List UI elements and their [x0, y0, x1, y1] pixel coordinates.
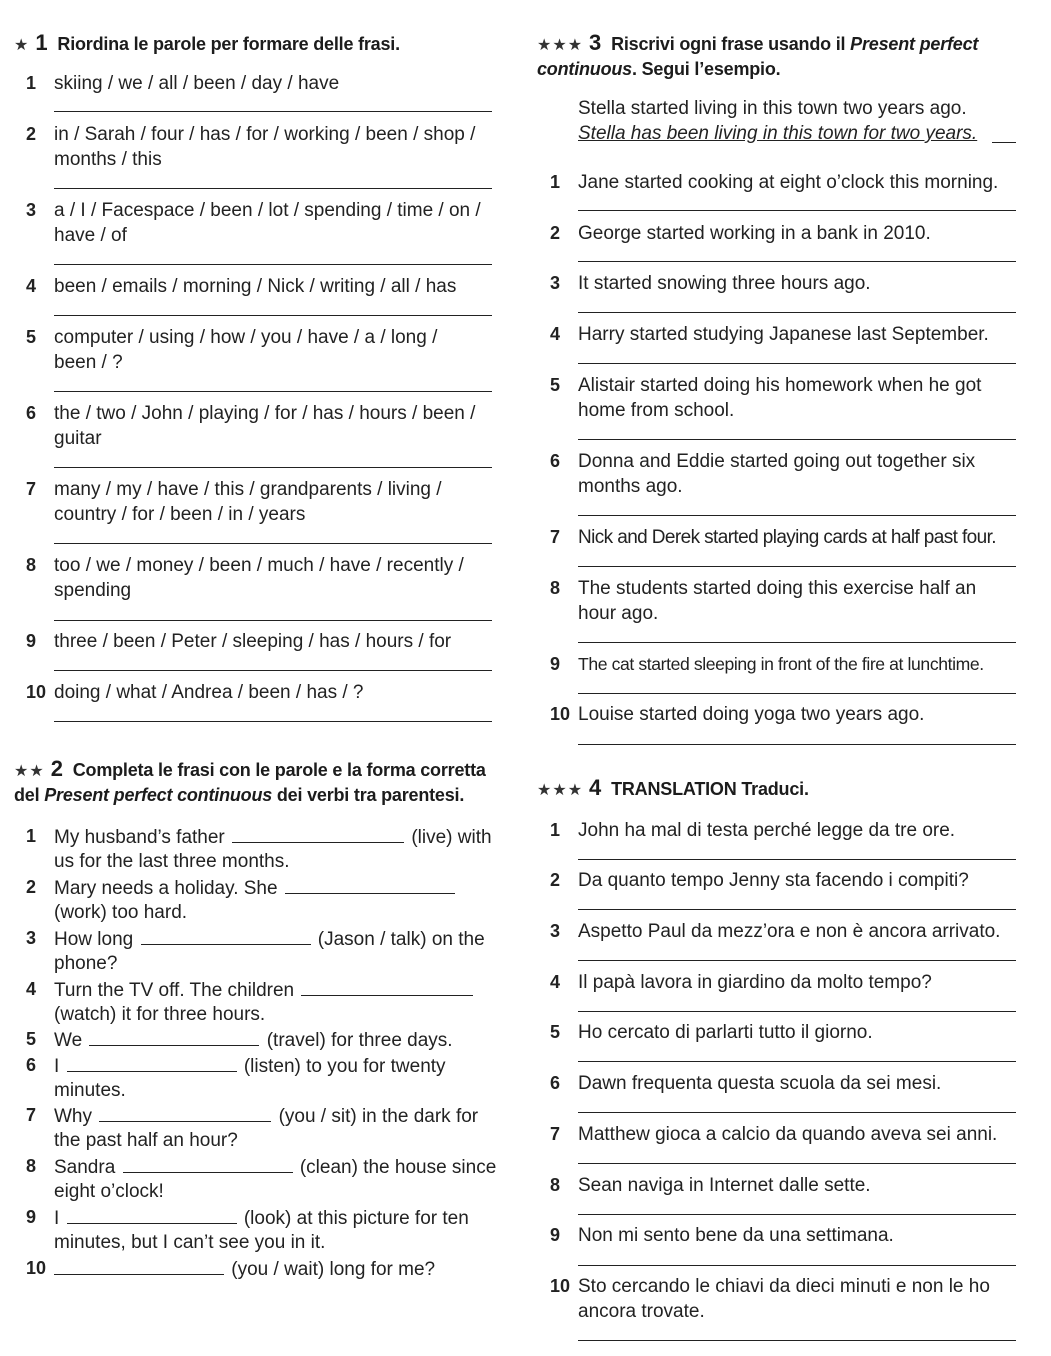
exercise-2-title: ★★ 2 Completa le frasi con le parole e la forma corretta [14, 756, 486, 781]
exercise-number: 1 [35, 30, 48, 55]
ex4-item-9: 9 Non mi sento bene da una settimana. [530, 1223, 1030, 1268]
ex3-item-5: 5 Alistair started doing his homework when he got home from school. [530, 373, 1030, 443]
ex1-item-10: 10 doing / what / Andrea / been / has / ? [0, 680, 500, 725]
answer-blank[interactable] [123, 1154, 293, 1173]
ex4-item-2: 2 Da quanto tempo Jenny sta facendo i compiti? [530, 868, 1030, 913]
ex1-item-3: 3 a / I / Facespace / been / lot / spending / time / on / have / of [0, 198, 500, 268]
answer-blank[interactable] [67, 1205, 237, 1224]
ex4-item-3: 3 Aspetto Paul da mezz’ora e non è ancora arrivato. [530, 919, 1030, 964]
ex2-item-6: 6 I (listen) to you for twenty minutes. [26, 1055, 446, 1101]
ex3-item-2: 2 George started working in a bank in 2010. [530, 221, 1030, 266]
ex1-item-4: 4 been / emails / morning / Nick / writing / all / has [0, 274, 500, 319]
answer-blank[interactable] [285, 875, 455, 894]
answer-line[interactable] [578, 1214, 1016, 1215]
answer-blank[interactable] [99, 1103, 271, 1122]
answer-line[interactable] [578, 1163, 1016, 1164]
difficulty-stars: ★★ [14, 763, 45, 780]
ex4-item-10: 10 Sto cercando le chiavi da dieci minuti e non le ho ancora trovate. [530, 1274, 1030, 1344]
ex4-item-1: 1 John ha mal di testa perché legge da tre ore. [530, 818, 1030, 863]
ex1-item-6: 6 the / two / John / playing / for / has / hours / been / guitar [0, 401, 500, 471]
difficulty-stars: ★ [14, 37, 30, 54]
answer-blank[interactable] [141, 926, 311, 945]
answer-blank[interactable] [54, 1256, 224, 1275]
exercise-number: 4 [589, 775, 602, 800]
answer-line[interactable] [578, 1011, 1016, 1012]
answer-line[interactable] [578, 1112, 1016, 1113]
answer-line[interactable] [578, 210, 1016, 211]
ex2-item-10: 10 (you / wait) long for me? [26, 1258, 436, 1280]
ex3-item-6: 6 Donna and Eddie started going out together six months ago. [530, 449, 1030, 519]
ex3-item-7: 7 Nick and Derek started playing cards at half past four. [530, 525, 1030, 570]
ex3-item-9: 9 The cat started sleeping in front of the fire at lunchtime. [530, 652, 1030, 697]
answer-line[interactable] [578, 744, 1016, 745]
exercise-number: 3 [589, 30, 602, 55]
ex4-item-8: 8 Sean naviga in Internet dalle sette. [530, 1173, 1030, 1218]
answer-line[interactable] [54, 620, 492, 621]
ex4-item-6: 6 Dawn frequenta questa scuola da sei mesi. [530, 1071, 1030, 1116]
example-answer: Stella has been living in this town for two years. [578, 123, 978, 144]
answer-line[interactable] [578, 566, 1016, 567]
ex4-item-4: 4 Il papà lavora in giardino da molto tempo? [530, 970, 1030, 1015]
ex1-item-7: 7 many / my / have / this / grandparents / living / country / for / been / in / years [0, 477, 500, 547]
answer-line[interactable] [578, 363, 1016, 364]
exercise-number: 2 [50, 756, 63, 781]
answer-line[interactable] [578, 1265, 1016, 1266]
difficulty-stars: ★★★ [537, 37, 584, 54]
ex2-item-4: 4 Turn the TV off. The children (watch) it for three hours. [0, 977, 500, 1027]
ex2-item-3: 3 How long (Jason / talk) on the phone? [26, 928, 485, 974]
answer-line[interactable] [54, 111, 492, 112]
ex1-item-5: 5 computer / using / how / you / have / a / long / been / ? [0, 325, 500, 395]
answer-blank[interactable] [89, 1027, 259, 1046]
ex1-item-1: 1 skiing / we / all / been / day / have [0, 71, 500, 116]
answer-line[interactable] [578, 960, 1016, 961]
ex3-item-8: 8 The students started doing this exercise half an hour ago. [530, 576, 1030, 646]
ex3-item-10: 10 Louise started doing yoga two years ago. [530, 702, 1030, 747]
ex4-item-7: 7 Matthew gioca a calcio da quando aveva sei anni. [530, 1122, 1030, 1167]
answer-line[interactable] [578, 693, 1016, 694]
answer-line[interactable] [578, 312, 1016, 313]
ex3-item-4: 4 Harry started studying Japanese last September. [530, 322, 1030, 367]
answer-line[interactable] [578, 642, 1016, 643]
ex2-item-8: 8 Sandra (clean) the house since eight o’clock! [26, 1156, 497, 1202]
difficulty-stars: ★★★ [537, 782, 584, 799]
ex3-item-1: 1 Jane started cooking at eight o’clock this morning. [530, 170, 1030, 215]
answer-blank[interactable] [301, 977, 473, 996]
answer-line[interactable] [578, 261, 1016, 262]
answer-line[interactable] [54, 721, 492, 722]
answer-line[interactable] [54, 264, 492, 265]
exercise-4-title: ★★★ 4 TRANSLATION Traduci. [537, 775, 809, 800]
answer-line[interactable] [54, 543, 492, 544]
ex4-item-5: 5 Ho cercato di parlarti tutto il giorno. [530, 1020, 1030, 1065]
ex2-item-7: 7 Why (you / sit) in the dark for the past half an hour? [26, 1105, 479, 1151]
ex3-item-3: 3 It started snowing three hours ago. [530, 271, 1030, 316]
ex2-item-5: 5 We (travel) for three days. [26, 1029, 453, 1051]
answer-line[interactable] [578, 859, 1016, 860]
answer-blank[interactable] [232, 824, 404, 843]
exercise-3-title: ★★★ 3 Riscrivi ogni frase usando il Present perfect [537, 30, 979, 55]
ex1-item-2: 2 in / Sarah / four / has / for / working / been / shop / months / this [0, 122, 500, 192]
answer-line[interactable] [54, 467, 492, 468]
exercise-2-title-line2: del Present perfect continuous dei verbi tra parentesi. [14, 785, 465, 805]
answer-line[interactable] [578, 909, 1016, 910]
answer-line[interactable] [578, 1340, 1016, 1341]
exercise-1-title [14, 30, 400, 59]
ex2-item-1: 1 My husband’s father (live) with us for the last three months. [26, 826, 492, 872]
answer-line[interactable] [578, 515, 1016, 516]
ex2-item-9: 9 I (look) at this picture for ten minutes, but I can’t see you in it. [26, 1207, 469, 1253]
answer-line[interactable] [578, 1061, 1016, 1062]
answer-line[interactable] [578, 439, 1016, 440]
answer-blank[interactable] [67, 1053, 237, 1072]
answer-line[interactable] [54, 391, 492, 392]
ex3-example [530, 96, 1030, 146]
example-question: Stella started living in this town two years ago. [578, 98, 967, 119]
ex1-item-8: 8 too / we / money / been / much / have / recently / spending [0, 553, 500, 623]
ex2-item-2: 2 Mary needs a holiday. She (work) too hard. [0, 875, 500, 925]
answer-line[interactable] [54, 315, 492, 316]
ex1-item-9: 9 three / been / Peter / sleeping / has / hours / for [0, 629, 500, 674]
exercise-3-title-line2: continuous. Segui l’esempio. [537, 59, 781, 79]
exercise-instruction: Riordina le parole per formare delle frasi. [57, 34, 400, 54]
answer-line[interactable] [54, 670, 492, 671]
answer-line[interactable] [54, 188, 492, 189]
